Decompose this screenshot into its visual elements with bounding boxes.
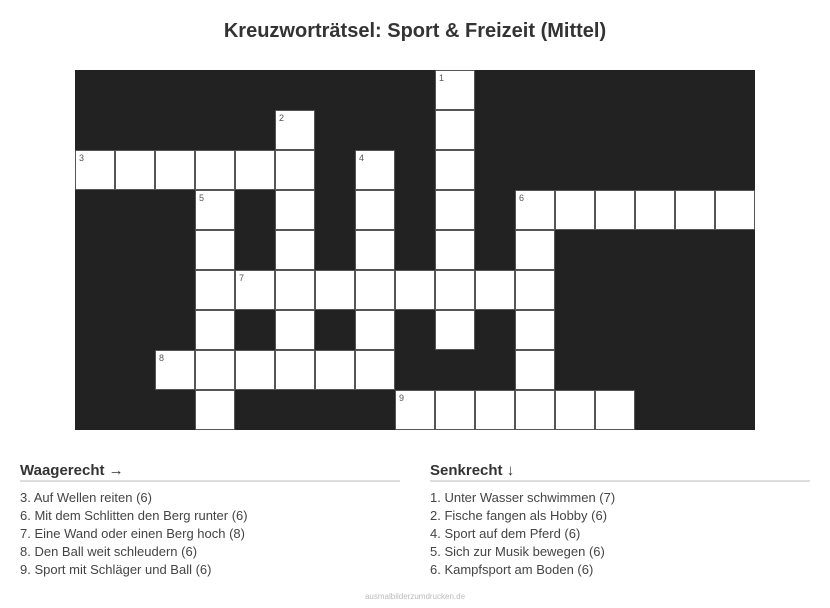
across-clue: 3. Auf Wellen reiten (6) <box>20 490 152 505</box>
crossword-cell[interactable] <box>475 270 515 310</box>
crossword-cell[interactable] <box>355 190 395 230</box>
crossword-cell[interactable] <box>435 110 475 150</box>
crossword-cell[interactable] <box>435 390 475 430</box>
crossword-cell[interactable] <box>275 110 315 150</box>
crossword-cell[interactable] <box>435 230 475 270</box>
crossword-cell[interactable] <box>675 190 715 230</box>
crossword-cell[interactable] <box>195 270 235 310</box>
crossword-cell[interactable] <box>315 350 355 390</box>
crossword-cell[interactable] <box>435 190 475 230</box>
across-clue: 6. Mit dem Schlitten den Berg runter (6) <box>20 508 248 523</box>
across-clue: 9. Sport mit Schläger und Ball (6) <box>20 562 212 577</box>
crossword-cell[interactable] <box>275 270 315 310</box>
crossword-cell[interactable] <box>515 350 555 390</box>
crossword-cell[interactable] <box>475 390 515 430</box>
crossword-cell[interactable] <box>195 310 235 350</box>
across-clue: 7. Eine Wand oder einen Berg hoch (8) <box>20 526 245 541</box>
crossword-cell[interactable] <box>555 390 595 430</box>
down-clue: 5. Sich zur Musik bewegen (6) <box>430 544 605 559</box>
crossword-cell[interactable] <box>155 150 195 190</box>
footer-watermark: ausmalbilderzumdrucken.de <box>364 592 466 601</box>
crossword-cell[interactable] <box>195 390 235 430</box>
crossword-cell[interactable] <box>235 270 275 310</box>
clue-number: 5 <box>199 193 205 203</box>
crossword-cell[interactable] <box>515 230 555 270</box>
crossword-cell[interactable] <box>435 270 475 310</box>
crossword-cell[interactable] <box>275 150 315 190</box>
crossword-cell[interactable] <box>115 150 155 190</box>
crossword-cell[interactable] <box>395 390 435 430</box>
crossword-cell[interactable] <box>595 190 635 230</box>
crossword-cell[interactable] <box>355 350 395 390</box>
crossword-cell[interactable] <box>355 270 395 310</box>
down-clue: 6. Kampfsport am Boden (6) <box>430 562 594 577</box>
clue-number: 3 <box>79 153 85 163</box>
crossword-cell[interactable] <box>635 190 675 230</box>
crossword-cell[interactable] <box>435 150 475 190</box>
across-heading: Waagerecht → <box>20 461 400 482</box>
page-title: Kreuzworträtsel: Sport & Freizeit (Mittel) <box>223 20 607 42</box>
clue-number: 7 <box>239 273 245 283</box>
crossword-cell[interactable] <box>435 310 475 350</box>
down-clue: 2. Fische fangen als Hobby (6) <box>430 508 608 523</box>
crossword-cell[interactable] <box>355 150 395 190</box>
down-clue: 4. Sport auf dem Pferd (6) <box>430 526 581 541</box>
crossword-cell[interactable] <box>515 270 555 310</box>
crossword-cell[interactable] <box>235 150 275 190</box>
crossword-cell[interactable] <box>715 190 755 230</box>
clue-number: 8 <box>159 353 165 363</box>
across-clue: 8. Den Ball weit schleudern (6) <box>20 544 198 559</box>
crossword-cell[interactable] <box>275 310 315 350</box>
crossword-cell[interactable] <box>515 310 555 350</box>
crossword-cell[interactable] <box>275 190 315 230</box>
crossword-cell[interactable] <box>275 350 315 390</box>
down-clue: 1. Unter Wasser schwimmen (7) <box>430 490 616 505</box>
clue-number: 9 <box>399 393 405 403</box>
crossword-cell[interactable] <box>515 390 555 430</box>
crossword-cell[interactable] <box>195 230 235 270</box>
crossword-cell[interactable] <box>155 350 195 390</box>
crossword-cell[interactable] <box>195 150 235 190</box>
crossword-cell[interactable] <box>515 190 555 230</box>
crossword-cell[interactable] <box>355 310 395 350</box>
crossword-cell[interactable] <box>395 270 435 310</box>
crossword-cell[interactable] <box>435 70 475 110</box>
across-clues <box>20 461 400 579</box>
clue-number: 4 <box>359 153 365 163</box>
clue-number: 1 <box>439 73 445 83</box>
clue-number: 6 <box>519 193 525 203</box>
crossword-grid <box>75 70 755 430</box>
crossword-cell[interactable] <box>195 190 235 230</box>
clue-number: 2 <box>279 113 285 123</box>
down-clues <box>430 461 810 579</box>
crossword-cell[interactable] <box>355 230 395 270</box>
crossword-cell[interactable] <box>555 190 595 230</box>
crossword-cell[interactable] <box>75 150 115 190</box>
crossword-cell[interactable] <box>195 350 235 390</box>
crossword-cell[interactable] <box>275 230 315 270</box>
crossword-cell[interactable] <box>235 350 275 390</box>
crossword-cell[interactable] <box>315 270 355 310</box>
down-heading: Senkrecht ↓ <box>430 461 810 482</box>
crossword-cell[interactable] <box>595 390 635 430</box>
